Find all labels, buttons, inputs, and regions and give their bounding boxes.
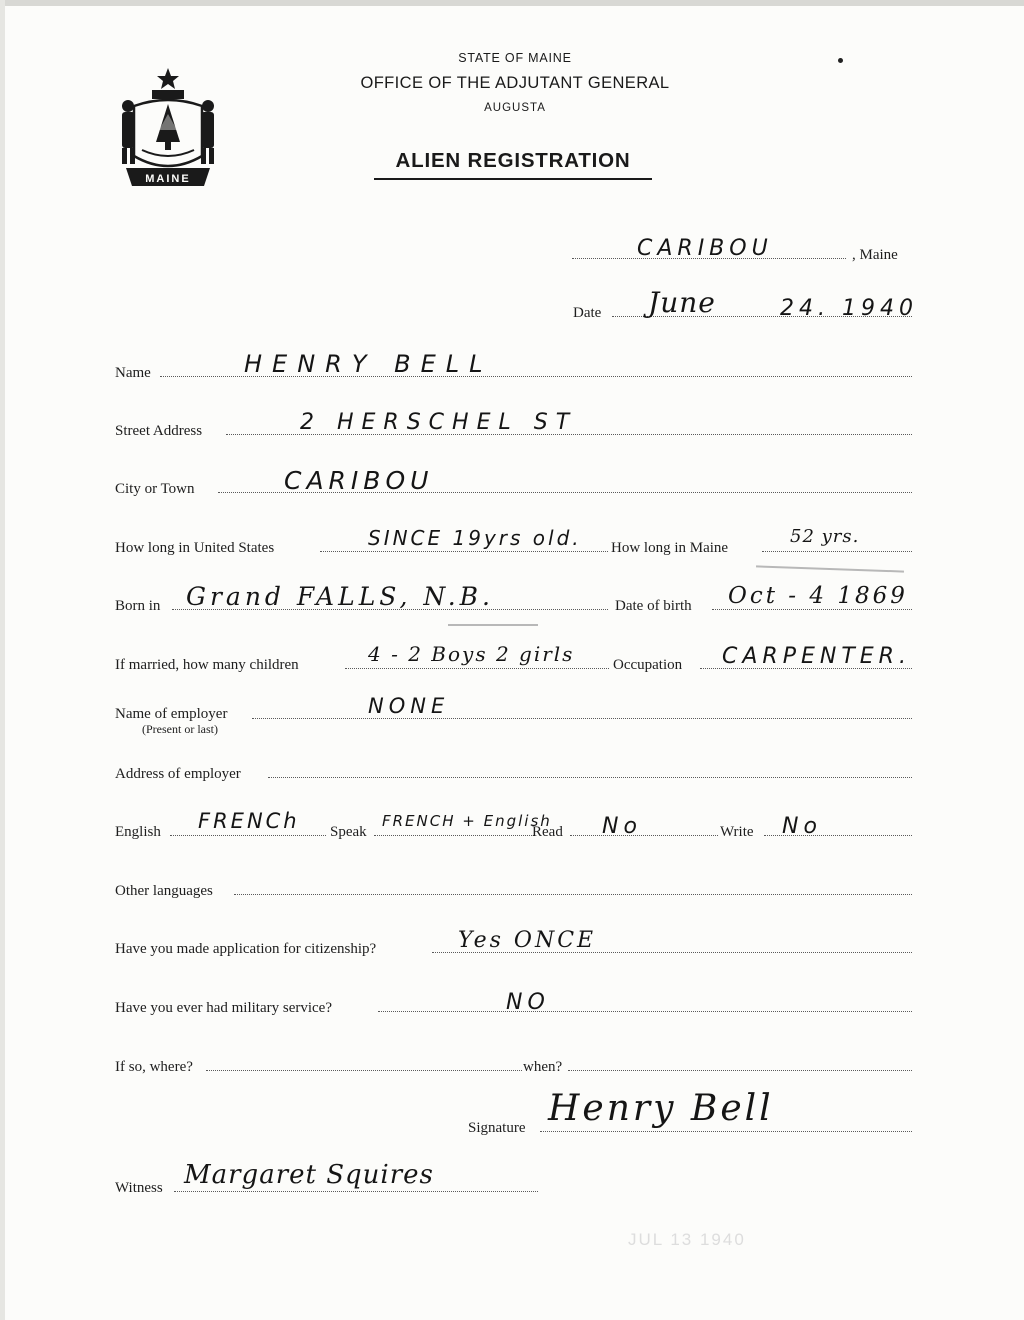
form-title: ALIEN REGISTRATION xyxy=(395,149,631,172)
date-year-value[interactable]: 1940 xyxy=(842,296,918,321)
other-languages-line xyxy=(234,894,912,895)
english-label: English xyxy=(115,824,161,840)
street-address-value[interactable]: 2 HERSCHEL ST xyxy=(300,410,578,435)
witness-value[interactable]: Margaret Squires xyxy=(184,1160,434,1190)
born-in-label: Born in xyxy=(115,598,161,614)
citizenship-label: Have you made application for citizenship? xyxy=(115,941,377,957)
received-stamp: JUL 13 1940 xyxy=(628,1230,746,1249)
city-town-value[interactable]: CARIBOU xyxy=(284,466,434,495)
date-of-birth-label: Date of birth xyxy=(615,598,692,614)
title-underline xyxy=(374,178,652,180)
how-long-us-label: How long in United States xyxy=(115,540,275,556)
children-line xyxy=(345,668,609,669)
speak-value[interactable]: FRENCH + English xyxy=(382,812,552,830)
employer-label: Name of employer xyxy=(115,706,228,722)
read-value[interactable]: No xyxy=(602,814,642,839)
how-long-us-line xyxy=(320,551,608,552)
scan-top-edge xyxy=(0,0,1024,6)
state-of-maine-seal xyxy=(112,64,224,192)
employer-address-label: Address of employer xyxy=(115,766,241,782)
signature-line xyxy=(540,1131,912,1132)
svg-text:MAINE: MAINE xyxy=(145,173,191,185)
when-line xyxy=(568,1070,912,1071)
date-of-birth-line xyxy=(712,609,912,610)
employer-address-line xyxy=(268,777,912,778)
read-line xyxy=(570,835,718,836)
city-town-label: City or Town xyxy=(115,481,195,497)
occupation-value[interactable]: CARPENTER. xyxy=(722,644,911,669)
military-value[interactable]: NO xyxy=(506,990,550,1015)
name-value[interactable]: HENRY BELL xyxy=(244,350,493,378)
name-label: Name xyxy=(115,365,151,381)
how-long-us-value[interactable]: SINCE 19yrs old. xyxy=(368,526,582,550)
citizenship-value[interactable]: Yes ONCE xyxy=(458,928,597,953)
pencil-underline xyxy=(448,624,538,626)
read-label: Read xyxy=(532,824,563,840)
employer-value[interactable]: NONE xyxy=(368,694,450,718)
witness-line xyxy=(174,1191,538,1192)
children-value[interactable]: 4 - 2 Boys 2 girls xyxy=(368,642,575,666)
how-long-maine-line xyxy=(762,551,912,552)
military-label: Have you ever had military service? xyxy=(115,1000,332,1016)
pencil-mark xyxy=(756,565,904,572)
scan-left-edge xyxy=(0,0,5,1320)
street-address-label: Street Address xyxy=(115,423,203,439)
date-month-value[interactable]: June xyxy=(648,286,716,319)
write-label: Write xyxy=(720,824,754,840)
date-label: Date xyxy=(573,305,602,321)
english-line xyxy=(170,835,326,836)
signature-value[interactable]: Henry Bell xyxy=(548,1088,774,1129)
date-of-birth-value[interactable]: Oct - 4 1869 xyxy=(728,583,908,609)
speak-label: Speak xyxy=(330,824,367,840)
where-line xyxy=(206,1070,522,1071)
children-label: If married, how many children xyxy=(115,657,299,673)
if-so-where-label: If so, where? xyxy=(115,1059,193,1075)
born-in-value[interactable]: Grand FALLS, N.B. xyxy=(186,582,494,611)
how-long-maine-label: How long in Maine xyxy=(611,540,729,556)
place-value[interactable]: CARIBOU xyxy=(637,236,773,261)
signature-label: Signature xyxy=(468,1120,526,1136)
how-long-maine-value[interactable]: 52 yrs. xyxy=(790,526,860,547)
write-value[interactable]: No xyxy=(782,814,822,839)
other-languages-label: Other languages xyxy=(115,883,213,899)
date-day-value[interactable]: 24. xyxy=(780,296,830,321)
employer-note: (Present or last) xyxy=(142,722,218,736)
employer-line xyxy=(252,718,912,719)
maine-label: , Maine xyxy=(852,247,898,263)
header-city: AUGUSTA xyxy=(484,102,546,114)
occupation-label: Occupation xyxy=(613,657,683,673)
header-state: STATE OF MAINE xyxy=(458,51,572,65)
military-line xyxy=(378,1011,912,1012)
english-value[interactable]: FRENCh xyxy=(198,809,300,833)
witness-label: Witness xyxy=(115,1180,163,1196)
header-office: OFFICE OF THE ADJUTANT GENERAL xyxy=(360,74,670,92)
speak-line xyxy=(374,835,534,836)
when-label: when? xyxy=(523,1059,563,1075)
ink-dot xyxy=(838,58,843,63)
